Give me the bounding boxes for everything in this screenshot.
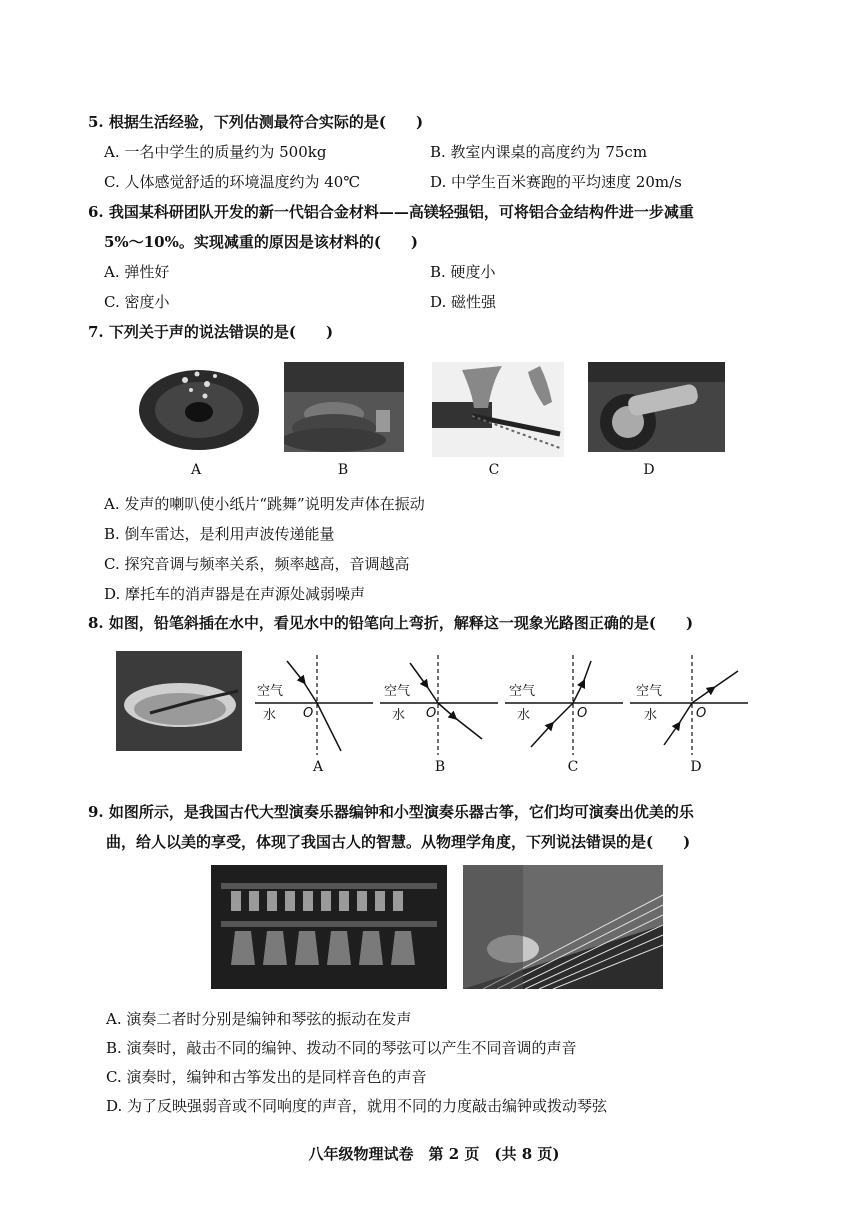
q6-option-a: A. 弹性好 bbox=[104, 263, 170, 281]
q7-option-a: A. 发声的喇叭使小纸片“跳舞”说明发声体在振动 bbox=[104, 495, 425, 513]
bianzhong-photo bbox=[211, 865, 447, 989]
water-label: 水 bbox=[263, 708, 277, 723]
question-5-stem: 5. 根据生活经验，下列估测最符合实际的是( ) bbox=[88, 113, 424, 131]
q9-option-b: B. 演奏时，敲击不同的编钟、拨动不同的琴弦可以产生不同音调的声音 bbox=[106, 1039, 577, 1057]
q9-option-a: A. 演奏二者时分别是编钟和琴弦的振动在发声 bbox=[106, 1010, 412, 1028]
q6-option-c: C. 密度小 bbox=[104, 293, 170, 311]
air-label: 空气 bbox=[636, 684, 663, 699]
question-6-stem-line1: 6. 我国某科研团队开发的新一代铝合金材料——高镁轻强铝，可将铝合金结构件进一步减重 bbox=[88, 203, 694, 221]
origin-label: O bbox=[696, 706, 707, 721]
q8-caption-c: C bbox=[567, 759, 579, 775]
q5-option-d: D. 中学生百米赛跑的平均速度 20m/s bbox=[430, 173, 682, 191]
q8-caption-a: A bbox=[312, 759, 324, 775]
q7-caption-d: D bbox=[643, 462, 655, 478]
q5-option-b: B. 教室内课桌的高度约为 75cm bbox=[430, 143, 648, 161]
q6-option-b: B. 硬度小 bbox=[430, 263, 496, 281]
air-label: 空气 bbox=[384, 684, 411, 699]
origin-label: O bbox=[303, 706, 314, 721]
ruler-experiment-photo bbox=[432, 362, 564, 457]
q5-option-c: C. 人体感觉舒适的环境温度约为 40℃ bbox=[104, 173, 361, 191]
guzheng-photo bbox=[463, 865, 663, 989]
q7-caption-a: A bbox=[190, 462, 202, 478]
q9-option-c: C. 演奏时，编钟和古筝发出的是同样音色的声音 bbox=[106, 1068, 427, 1086]
q9-option-d: D. 为了反映强弱音或不同响度的声音，就用不同的力度敲击编钟或拨动琴弦 bbox=[106, 1097, 608, 1115]
speaker-photo bbox=[135, 362, 263, 452]
ray-diagram-d bbox=[630, 655, 750, 755]
question-9-stem-line2: 曲，给人以美的享受，体现了我国古人的智慧。从物理学角度，下列说法错误的是( ) bbox=[106, 833, 691, 851]
question-9-stem-line1: 9. 如图所示，是我国古代大型演奏乐器编钟和小型演奏乐器古筝，它们均可演奏出优美的乐 bbox=[88, 803, 694, 821]
air-label: 空气 bbox=[257, 684, 284, 699]
q7-option-d: D. 摩托车的消声器是在声源处减弱噪声 bbox=[104, 585, 366, 603]
q6-option-d: D. 磁性强 bbox=[430, 293, 497, 311]
q7-option-c: C. 探究音调与频率关系，频率越高，音调越高 bbox=[104, 555, 410, 573]
ray-diagram-b bbox=[380, 655, 500, 755]
q7-option-b: B. 倒车雷达，是利用声波传递能量 bbox=[104, 525, 335, 543]
water-label: 水 bbox=[517, 708, 531, 723]
q7-caption-b: B bbox=[337, 462, 349, 478]
water-label: 水 bbox=[392, 708, 406, 723]
air-label: 空气 bbox=[509, 684, 536, 699]
question-6-stem-line2: 5%～10%。实现减重的原因是该材料的( ) bbox=[104, 233, 419, 251]
q5-option-a: A. 一名中学生的质量约为 500kg bbox=[104, 143, 327, 161]
origin-label: O bbox=[577, 706, 588, 721]
car-radar-photo bbox=[284, 362, 404, 452]
question-8-stem: 8. 如图，铅笔斜插在水中，看见水中的铅笔向上弯折，解释这一现象光路图正确的是( ) bbox=[88, 614, 694, 632]
motorcycle-muffler-photo bbox=[588, 362, 725, 452]
water-label: 水 bbox=[644, 708, 658, 723]
page-footer: 八年级物理试卷 第 2 页 (共 8 页) bbox=[308, 1145, 560, 1163]
question-7-stem: 7. 下列关于声的说法错误的是( ) bbox=[88, 323, 334, 341]
q8-caption-d: D bbox=[690, 759, 702, 775]
ray-diagram-c bbox=[505, 655, 625, 755]
ray-diagram-a bbox=[255, 655, 375, 755]
origin-label: O bbox=[426, 706, 437, 721]
q7-caption-c: C bbox=[488, 462, 500, 478]
pencil-in-water-photo bbox=[116, 651, 242, 751]
q8-caption-b: B bbox=[434, 759, 446, 775]
